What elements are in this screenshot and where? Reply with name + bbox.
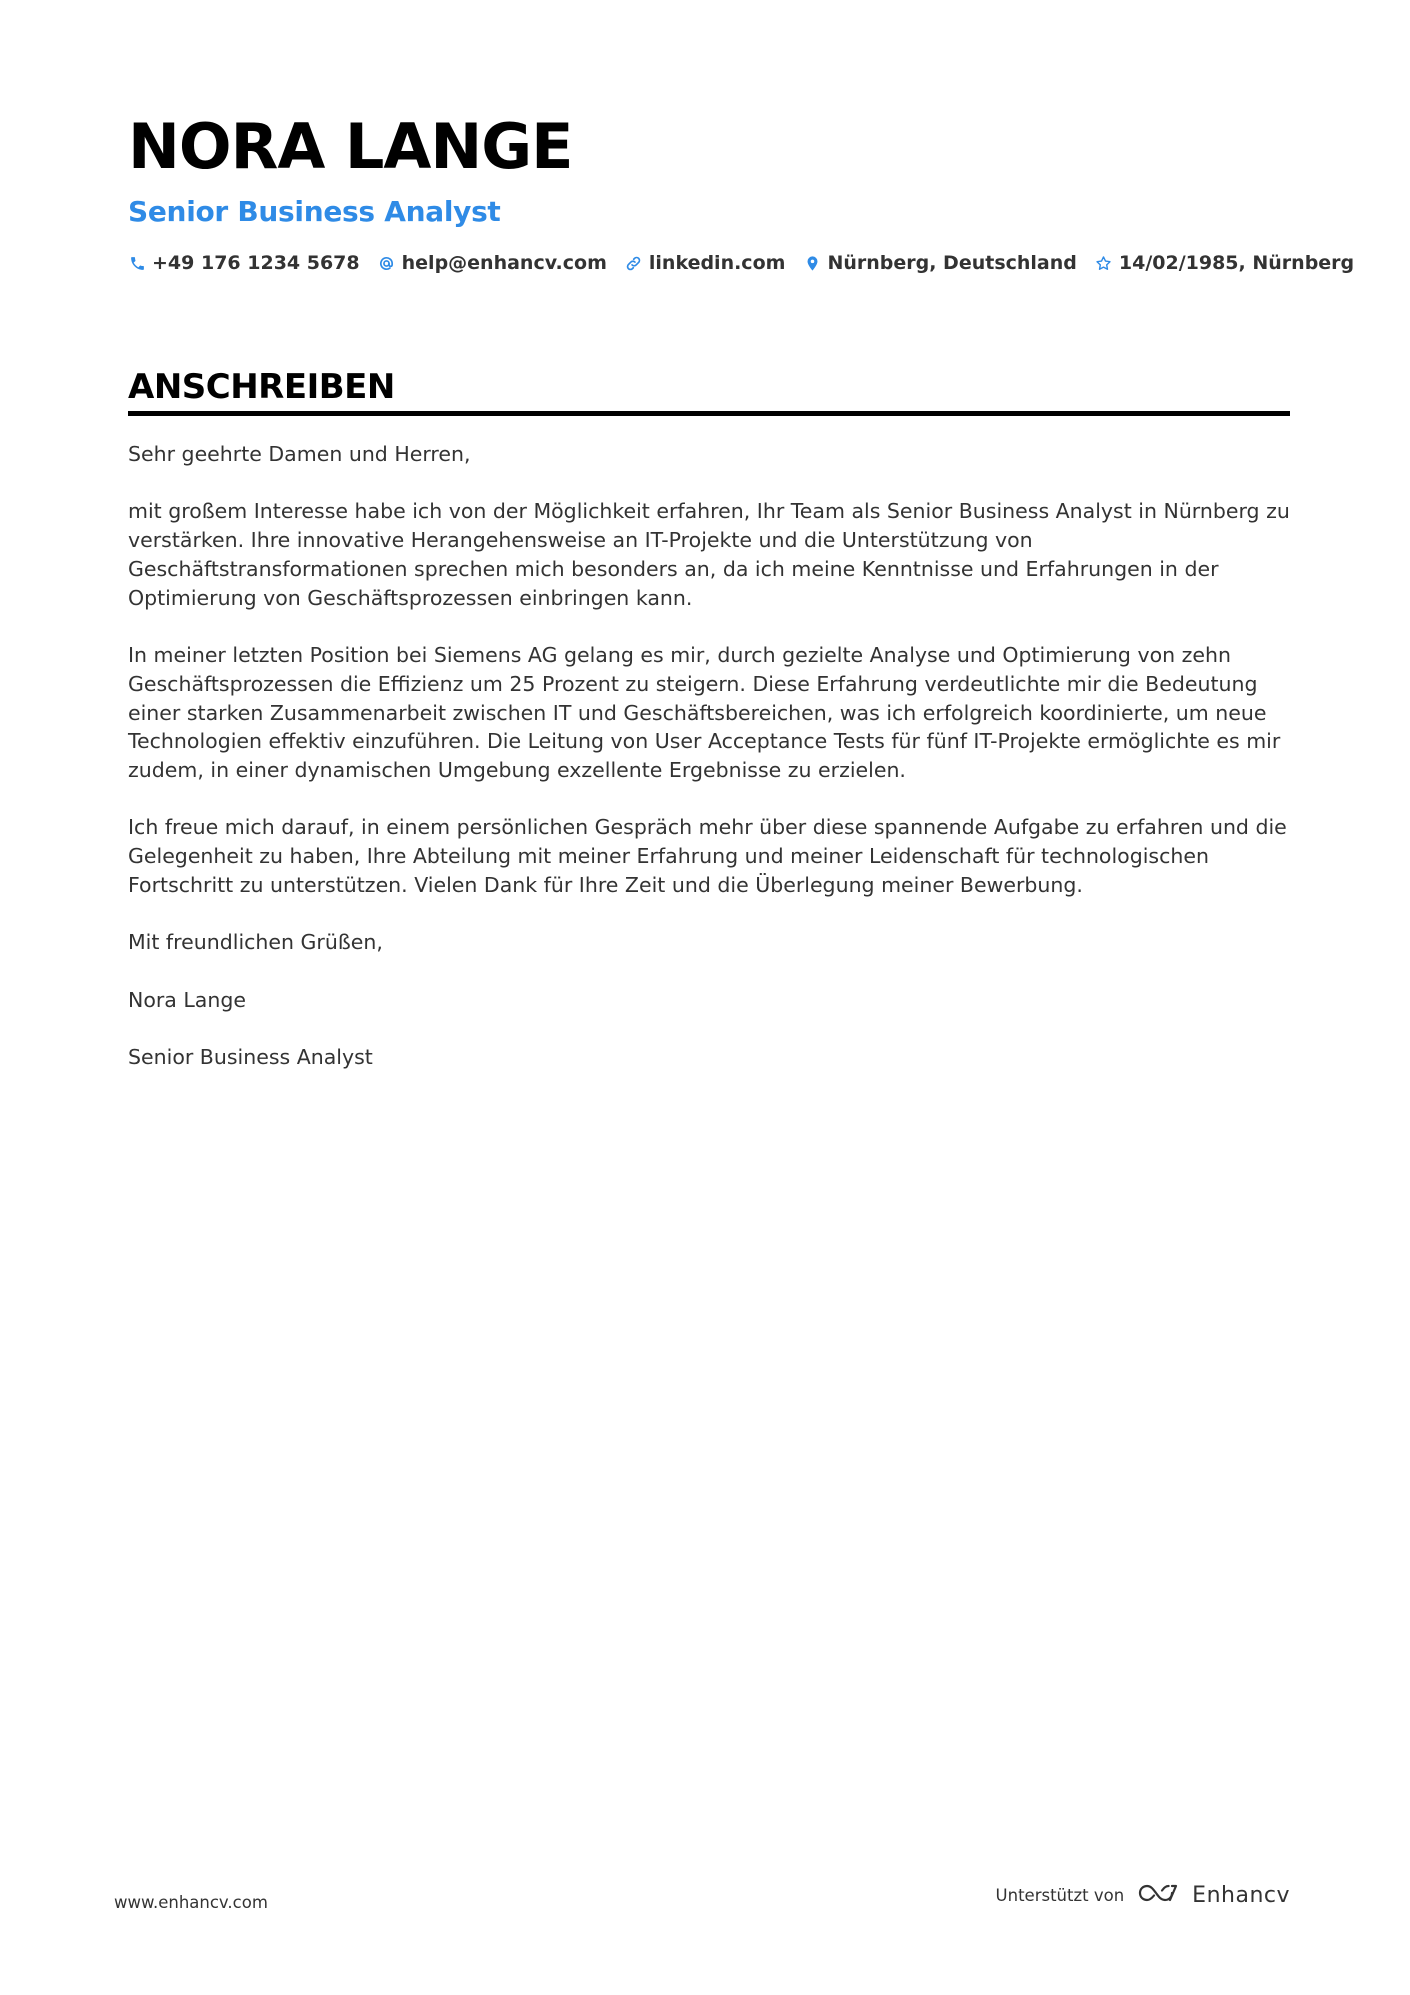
footer-branding [996,1880,1290,1910]
contact-location-text: Nürnberg, Deutschland [827,252,1077,274]
contact-birth [1095,252,1354,274]
letter-paragraph-3: Ich freue mich darauf, in einem persönlichen Gespräch mehr über diese spannende Aufgabe zu erfahren und die Gelegenheit zu haben, Ihre Abteilung mit meiner Erfahrung und meiner Leidenschaft für technologischen Fortschritt zu unterstützen. Vielen Dank für Ihre Zeit und die Überlegung meiner Bewerbung. [128,815,1287,898]
contact-phone-text: +49 176 1234 5678 [152,252,360,274]
letter-paragraph-1: mit großem Interesse habe ich von der Möglichkeit erfahren, Ihr Team als Senior Business Analyst in Nürnberg zu verstärken. Ihre innovative Herangehensweise an IT-Projekte und die Unterstützung von Geschäftstransformationen sprechen mich besonders an, da ich meine Kenntnisse und Erfahrungen in der Optimierung von Geschäftsprozessen einbringen kann. [128,499,1290,610]
contact-linkedin-text[interactable]: linkedin.com [648,252,786,274]
link-icon [625,254,643,272]
powered-by-text: Unterstützt von [995,1885,1125,1905]
contact-bar [128,252,1355,274]
location-pin-icon [803,254,821,272]
contact-phone [128,252,360,274]
star-icon [1095,254,1113,272]
cover-letter-section [128,365,1290,1100]
footer-website[interactable]: www.enhancv.com [114,1893,268,1912]
letter-closing: Mit freundlichen Grüßen, [128,930,383,955]
phone-icon [128,254,146,272]
brand-name: Enhancv [1192,1882,1290,1908]
at-icon [378,254,396,272]
candidate-name: NORA LANGE [128,110,573,183]
candidate-title: Senior Business Analyst [128,195,501,228]
letter-paragraph-2: In meiner letzten Position bei Siemens AG gelang es mir, durch gezielte Analyse und Optimierung von zehn Geschäftsprozessen die Effizienz um 25 Prozent zu steigern. Diese Erfahrung verdeutlichte mir die Bedeutung einer starken Zusammenarbeit zwischen IT und Geschäftsbereichen, was ich erfolgreich koordinierte, um neue Technologien effektiv einzuführen. Die Leitung von User Acceptance Tests für fünf IT-Projekte ermöglichte es mir zudem, in einer dynamischen Umgebung exzellente Ergebnisse zu erzielen. [128,642,1281,783]
contact-location [803,252,1076,274]
letter-salutation: Sehr geehrte Damen und Herren, [128,442,471,466]
header [128,110,1355,274]
signature-title: Senior Business Analyst [128,1044,373,1069]
enhancv-logo-icon [1136,1880,1192,1910]
contact-email-text[interactable]: help@enhancv.com [401,252,607,274]
contact-birth-text: 14/02/1985, Nürnberg [1118,252,1355,274]
letter-body [128,440,1290,1072]
contact-email[interactable] [378,252,607,274]
contact-linkedin[interactable] [625,252,786,274]
signature-name: Nora Lange [128,987,246,1012]
section-title: ANSCHREIBEN [128,367,395,407]
section-divider [128,411,1290,416]
